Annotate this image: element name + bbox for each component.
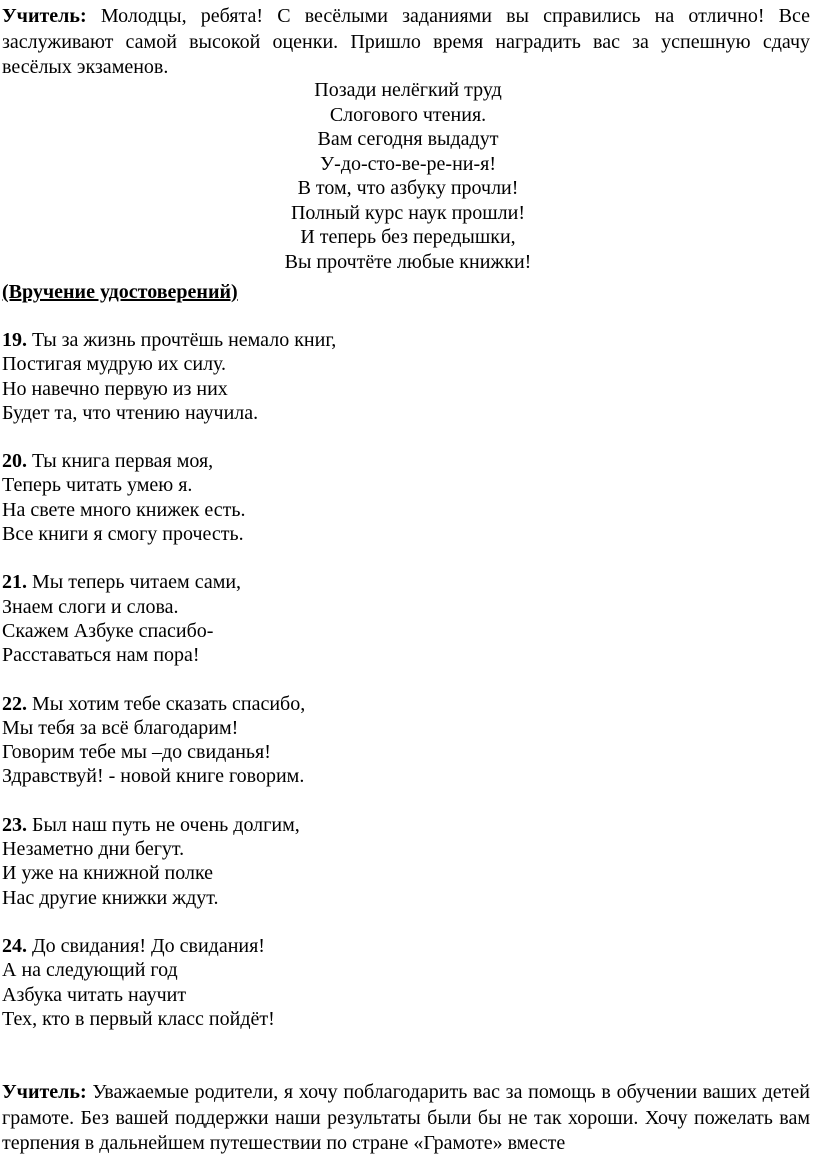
stanza-line: Говорим тебе мы –до свиданья! — [2, 741, 271, 764]
stanza-line: Был наш путь не очень долгим, — [27, 813, 300, 836]
stanza-line: Постигая мудрую их силу. — [2, 353, 227, 376]
stanza-24 — [2, 934, 810, 1031]
intro-speaker: Учитель: — [2, 5, 87, 27]
stanza-line: Будет та, что чтению научила. — [2, 401, 259, 424]
stanza-line: Ты за жизнь прочтёшь немало книг, — [27, 329, 337, 351]
stanza-number: 21. — [2, 571, 27, 594]
stanza-line: Нас другие книжки ждут. — [2, 886, 219, 909]
stanza-first-line — [2, 449, 810, 473]
poem-line: Позади нелёгкий труд — [314, 79, 502, 101]
stanza-line: Знаем слоги и слова. — [2, 595, 179, 618]
stanza-line: Незаметно дни бегут. — [2, 838, 185, 861]
stanza-23 — [2, 813, 810, 910]
stanza-line: На свете много книжек есть. — [2, 498, 246, 521]
stanza-first-line — [2, 813, 810, 837]
stanza-line: А на следующий год — [2, 959, 178, 982]
stanza-number: 20. — [2, 450, 27, 473]
outro-text: Уважаемые родители, я хочу поблагодарить вас за помощь в обучении ваших детей грамоте. Без вашей поддержки наши результаты были бы не так хороши. Хочу пожелать вам терпения в дальнейшем путешествии по стране «Грамоте» вместе — [2, 1081, 810, 1154]
stanza-line: Мы тебя за всё благодарим! — [2, 716, 239, 739]
stanza-number: 22. — [2, 692, 27, 715]
stanza-line: Ты книга первая моя, — [27, 450, 214, 473]
stanza-line: Все книги я смогу прочесть. — [2, 523, 244, 546]
stanza-first-line — [2, 570, 810, 594]
stanza-21 — [2, 570, 810, 667]
stanza-first-line — [2, 934, 810, 958]
stanza-first-line — [2, 692, 810, 716]
stanza-number: 24. — [2, 934, 27, 957]
stanza-line: Мы хотим тебе сказать спасибо, — [27, 692, 306, 715]
poem-line: Полный курс наук прошли! — [290, 201, 526, 224]
outro-paragraph — [2, 1080, 810, 1157]
poem-line: Вам сегодня выдадут — [317, 128, 499, 150]
stanza-list — [2, 328, 810, 1055]
section-heading: (Вручение удостоверений) — [2, 281, 238, 303]
intro-paragraph — [2, 4, 810, 81]
poem-line: У-до-сто-ве-ре-ни-я! — [320, 152, 496, 175]
stanza-20 — [2, 449, 810, 546]
stanza-line: Мы теперь читаем сами, — [27, 571, 242, 594]
poem-line: В том, что азбуку прочли! — [297, 177, 519, 199]
stanza-19 — [2, 328, 810, 425]
stanza-line: Тех, кто в первый класс пойдёт! — [2, 1007, 275, 1030]
stanza-22 — [2, 692, 810, 789]
centered-poem — [0, 78, 816, 274]
stanza-line: Скажем Азбуке спасибо- — [2, 619, 214, 642]
outro-speaker: Учитель: — [2, 1081, 87, 1103]
stanza-number: 23. — [2, 813, 27, 836]
poem-line: Слогового чтения. — [329, 103, 487, 126]
poem-line: И теперь без передышки, — [300, 226, 516, 248]
stanza-line: Расставаться нам пора! — [2, 644, 200, 667]
stanza-first-line — [2, 328, 810, 352]
stanza-line: И уже на книжной полке — [2, 862, 214, 885]
stanza-line: Азбука читать научит — [2, 983, 187, 1006]
stanza-line: Здравствуй! - новой книге говорим. — [2, 765, 305, 788]
stanza-line: Теперь читать умею я. — [2, 474, 193, 497]
stanza-line: Но навечно первую из них — [2, 377, 228, 400]
stanza-number: 19. — [2, 329, 27, 351]
poem-line: Вы прочтёте любые книжки! — [284, 250, 532, 273]
stanza-line: До свидания! До свидания! — [27, 934, 265, 957]
intro-text: Молодцы, ребята! С весёлыми заданиями вы справились на отлично! Все заслуживают самой высокой оценки. Пришло время наградить вас за успешную сдачу весёлых экзаменов. — [2, 5, 810, 78]
